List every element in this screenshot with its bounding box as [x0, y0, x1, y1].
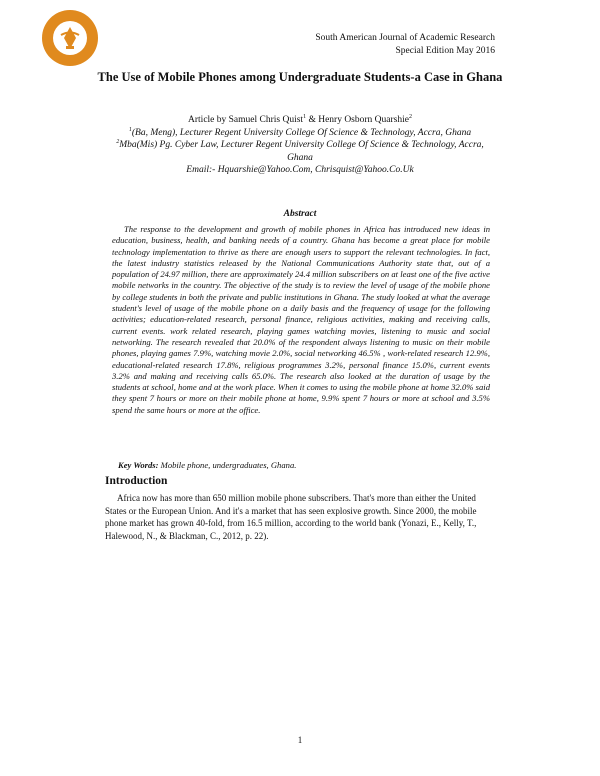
author-block [105, 114, 495, 177]
affiliation-1: $^1$(Ba, Meng), Lecturer Regent University College Of Science & Technology, Accra, Ghana [128, 126, 472, 138]
journal-edition: Special Edition May 2016 [395, 46, 495, 56]
journal-name: South American Journal of Academic Research [315, 33, 495, 43]
affiliation-2: $^2$Mba(Mis) Pg. Cyber Law, Lecturer Regent University College Of Science & Technology, Accra, Ghana [116, 138, 484, 163]
introduction-text: Africa now has more than 650 million mobile phone subscribers. That's more than either the United States or the European Union. And it's a market that has seen explosive growth. Since 2000, the mobile phone market has grown 40-fold, from 16.5 million, according to the world bank (Yonazi, E., Kelly, T., Halewood, N., & Blackman, C., 2012, p. 22). [105, 493, 477, 541]
journal-header [315, 32, 495, 58]
keywords-label: Key Words: [118, 460, 159, 470]
page-number: 1 [297, 735, 303, 745]
abstract-text: The response to the development and growth of mobile phones in Africa has introduced new ideas in education, business, health, and banking needs of a country. Ghana has become a great place for mobile technology implementation to thrive as there are enough users to support the relevant technologies. In fact, the latest industry statistics released by the National Communications Authority state that, out of a population of 24.97 million, there are approximately 24.4 million subscribers on at least one of the five active mobile networks in the country. The objective of the study is to review the level of usage of the mobile phone by college students in both the private and public institutions in Ghana. The study looked at what the average student's level of usage of the mobile phone on a daily basis and the frequency of usage for the following activities; education-related research, personal finance, religious activities, making and receiving calls, current events. work related research, playing games watching movies, listening to music and social networking. The research revealed that 20.0% of the respondent always listening to music on their mobile phones, playing games 7.9%, watching movie 2.0%, social networking 46.5% , work-related research 12.9%, educational-related research 17.8%, religious programmes 3.2%, personal finance 15.0%, current events 3.2% and making and receiving calls 65.0%. The research also looked at the duration of usage by the students at school, home and at the work place. When it comes to using the mobile phone at home 32.0% said they spent 7 hours or more on their mobile phone at home, 9.9% spent 7 hours or more at school and 3.5% spend the same hours or more at the office. [112, 224, 490, 415]
introduction-heading: Introduction [105, 475, 168, 487]
keywords-text: Mobile phone, undergraduates, Ghana. [158, 460, 297, 470]
author-emails: Email:- Hquarshie@Yahoo.Com, Chrisquist@Yahoo.Co.Uk [186, 165, 414, 175]
author-line: Article by Samuel Chris Quist$^1$ & Henry Osborn Quarshie$^2$ [188, 113, 412, 125]
abstract-heading: Abstract [283, 209, 317, 219]
paper-title: The Use of Mobile Phones among Undergraduate Students-a Case in Ghana [97, 70, 503, 84]
keywords [118, 460, 296, 470]
journal-logo [40, 8, 100, 68]
